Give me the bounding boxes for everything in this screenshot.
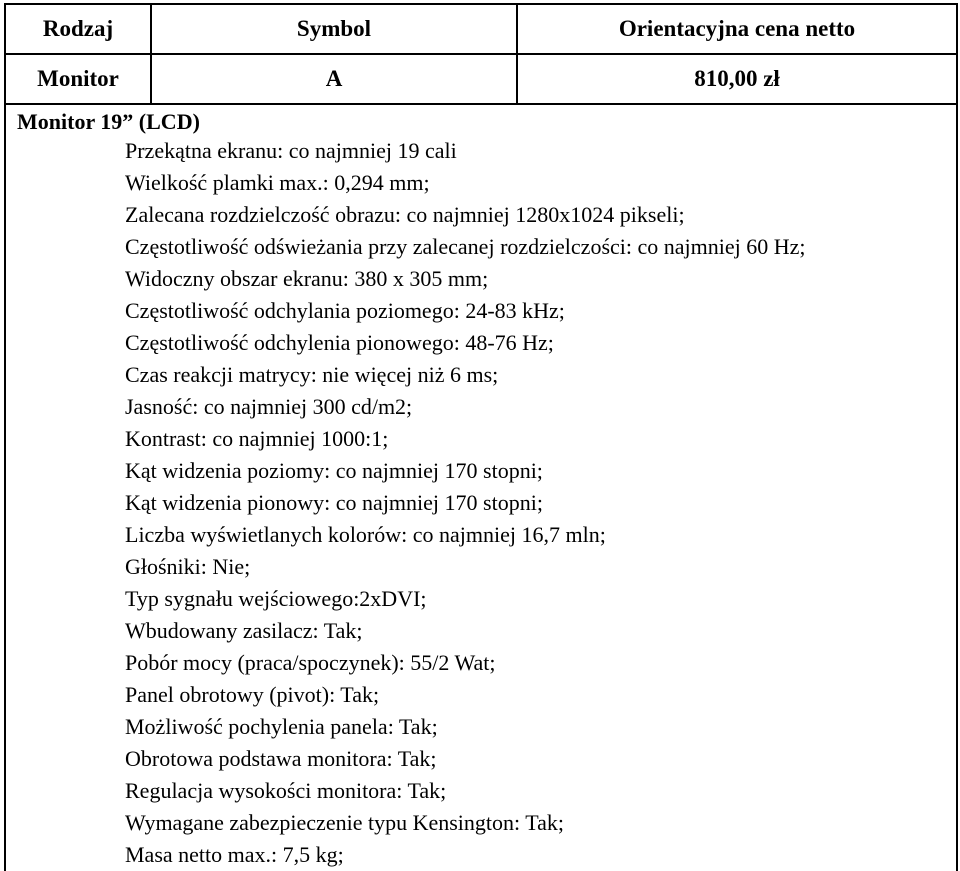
spec-item: Wbudowany zasilacz: Tak; (125, 618, 363, 643)
table-header-row (5, 4, 957, 54)
spec-item: Częstotliwość odświeżania przy zalecanej rozdzielczości: co najmniej 60 Hz; (125, 234, 806, 259)
spec-document (4, 3, 956, 871)
header-type: Rodzaj (5, 4, 151, 54)
spec-item: Typ sygnału wejściowego:2xDVI; (125, 586, 427, 611)
spec-item: Możliwość pochylenia panela: Tak; (125, 714, 438, 739)
spec-item: Wielkość plamki max.: 0,294 mm; (125, 170, 430, 195)
spec-item: Widoczny obszar ekranu: 380 x 305 mm; (125, 266, 489, 291)
table-row (5, 54, 957, 104)
spec-list (6, 135, 956, 871)
spec-item: Obrotowa podstawa monitora: Tak; (125, 746, 437, 771)
header-price: Orientacyjna cena netto (517, 4, 957, 54)
detail-row (5, 104, 957, 871)
price-table (4, 3, 958, 871)
spec-item: Panel obrotowy (pivot): Tak; (125, 682, 380, 707)
spec-item: Zalecana rozdzielczość obrazu: co najmniej 1280x1024 pikseli; (125, 202, 685, 227)
cell-type: Monitor (5, 54, 151, 104)
spec-item: Kąt widzenia poziomy: co najmniej 170 stopni; (125, 458, 543, 483)
spec-item: Częstotliwość odchylenia pionowego: 48-76 Hz; (125, 330, 554, 355)
detail-cell (5, 104, 957, 871)
spec-item: Głośniki: Nie; (125, 554, 251, 579)
spec-item: Kąt widzenia pionowy: co najmniej 170 stopni; (125, 490, 543, 515)
spec-item: Czas reakcji matrycy: nie więcej niż 6 ms; (125, 362, 499, 387)
detail-title: Monitor 19” (LCD) (17, 109, 200, 134)
spec-item: Jasność: co najmniej 300 cd/m2; (125, 394, 413, 419)
spec-item: Przekątna ekranu: co najmniej 19 cali (125, 138, 457, 163)
spec-item: Częstotliwość odchylania poziomego: 24-83 kHz; (125, 298, 565, 323)
spec-item: Regulacja wysokości monitora: Tak; (125, 778, 447, 803)
spec-item: Kontrast: co najmniej 1000:1; (125, 426, 389, 451)
spec-item: Masa netto max.: 7,5 kg; (125, 842, 344, 867)
spec-item: Pobór mocy (praca/spoczynek): 55/2 Wat; (125, 650, 496, 675)
spec-item: Wymagane zabezpieczenie typu Kensington: Tak; (125, 810, 565, 835)
cell-price: 810,00 zł (517, 54, 957, 104)
spec-item: Liczba wyświetlanych kolorów: co najmniej 16,7 mln; (125, 522, 606, 547)
cell-symbol: A (151, 54, 517, 104)
header-symbol: Symbol (151, 4, 517, 54)
